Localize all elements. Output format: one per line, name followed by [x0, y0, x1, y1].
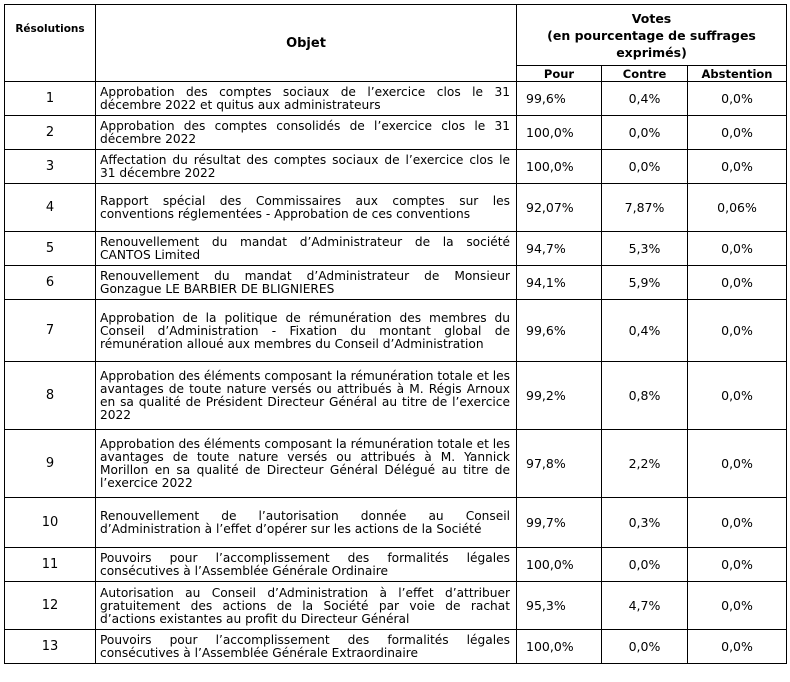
header-votes-line3: exprimés): [616, 44, 687, 60]
vote-contre: 7,87%: [602, 184, 688, 232]
resolution-object: Approbation de la politique de rémunération des membres du Conseil d’Administration - Fixation du montant global de rémunération alloué aux membres du Conseil d’Administration: [96, 300, 517, 362]
resolution-number: 6: [5, 266, 96, 300]
table-row: [5, 184, 787, 232]
vote-pour: 99,7%: [517, 498, 602, 548]
resolution-object: Approbation des comptes consolidés de l’exercice clos le 31 décembre 2022: [96, 116, 517, 150]
header-row: [5, 5, 787, 66]
header-votes-line2: (en pourcentage de suffrages: [547, 27, 756, 43]
vote-pour: 95,3%: [517, 582, 602, 630]
vote-contre: 0,0%: [602, 150, 688, 184]
header-resolutions: Résolutions: [5, 5, 96, 82]
resolution-number: 13: [5, 630, 96, 664]
vote-abstention: 0,0%: [688, 150, 787, 184]
vote-abstention: 0,0%: [688, 266, 787, 300]
vote-pour: 100,0%: [517, 630, 602, 664]
table-row: [5, 548, 787, 582]
vote-contre: 0,0%: [602, 548, 688, 582]
resolution-object: Renouvellement de l’autorisation donnée au Conseil d’Administration à l’effet d’opérer sur les actions de la Société: [96, 498, 517, 548]
vote-contre: 0,4%: [602, 300, 688, 362]
resolution-object: Approbation des comptes sociaux de l’exercice clos le 31 décembre 2022 et quitus aux administrateurs: [96, 82, 517, 116]
resolution-number: 11: [5, 548, 96, 582]
vote-contre: 0,0%: [602, 630, 688, 664]
vote-abstention: 0,0%: [688, 116, 787, 150]
resolutions-votes-table: [4, 4, 787, 664]
vote-pour: 100,0%: [517, 116, 602, 150]
vote-pour: 100,0%: [517, 548, 602, 582]
table-row: [5, 266, 787, 300]
resolution-object: Rapport spécial des Commissaires aux comptes sur les conventions réglementées - Approbation de ces conventions: [96, 184, 517, 232]
vote-contre: 0,8%: [602, 362, 688, 430]
table-row: [5, 150, 787, 184]
header-abstention: Abstention: [688, 66, 787, 82]
vote-abstention: 0,0%: [688, 430, 787, 498]
vote-pour: 99,2%: [517, 362, 602, 430]
vote-pour: 99,6%: [517, 300, 602, 362]
resolution-number: 2: [5, 116, 96, 150]
vote-pour: 100,0%: [517, 150, 602, 184]
vote-abstention: 0,0%: [688, 300, 787, 362]
resolution-number: 12: [5, 582, 96, 630]
table-row: [5, 630, 787, 664]
vote-contre: 2,2%: [602, 430, 688, 498]
resolution-number: 7: [5, 300, 96, 362]
vote-abstention: 0,0%: [688, 232, 787, 266]
resolution-object: Renouvellement du mandat d’Administrateur de Monsieur Gonzague LE BARBIER DE BLIGNIERES: [96, 266, 517, 300]
vote-abstention: 0,0%: [688, 498, 787, 548]
vote-abstention: 0,06%: [688, 184, 787, 232]
resolution-number: 1: [5, 82, 96, 116]
vote-pour: 94,7%: [517, 232, 602, 266]
table-row: [5, 498, 787, 548]
vote-abstention: 0,0%: [688, 582, 787, 630]
vote-contre: 0,3%: [602, 498, 688, 548]
resolution-number: 10: [5, 498, 96, 548]
table-row: [5, 82, 787, 116]
vote-contre: 5,3%: [602, 232, 688, 266]
resolution-object: Pouvoirs pour l’accomplissement des formalités légales consécutives à l’Assemblée Générale Ordinaire: [96, 548, 517, 582]
vote-pour: 94,1%: [517, 266, 602, 300]
vote-abstention: 0,0%: [688, 548, 787, 582]
vote-pour: 99,6%: [517, 82, 602, 116]
resolution-object: Affectation du résultat des comptes sociaux de l’exercice clos le 31 décembre 2022: [96, 150, 517, 184]
resolution-number: 3: [5, 150, 96, 184]
table-row: [5, 430, 787, 498]
vote-abstention: 0,0%: [688, 362, 787, 430]
resolution-number: 9: [5, 430, 96, 498]
header-votes-line1: Votes: [631, 10, 672, 26]
table-row: [5, 300, 787, 362]
header-objet: Objet: [96, 5, 517, 82]
vote-contre: 4,7%: [602, 582, 688, 630]
resolution-number: 8: [5, 362, 96, 430]
resolution-object: Renouvellement du mandat d’Administrateur de la société CANTOS Limited: [96, 232, 517, 266]
vote-contre: 5,9%: [602, 266, 688, 300]
resolution-object: Approbation des éléments composant la rémunération totale et les avantages de toute nature versés ou attribués à M. Régis Arnoux en sa qualité de Président Directeur Général au titre de l’exercice 2022: [96, 362, 517, 430]
table-row: [5, 582, 787, 630]
vote-pour: 92,07%: [517, 184, 602, 232]
vote-pour: 97,8%: [517, 430, 602, 498]
header-pour: Pour: [517, 66, 602, 82]
resolution-number: 5: [5, 232, 96, 266]
header-votes: [517, 5, 787, 66]
vote-abstention: 0,0%: [688, 82, 787, 116]
table-row: [5, 232, 787, 266]
resolution-object: Pouvoirs pour l’accomplissement des formalités légales consécutives à l’Assemblée Générale Extraordinaire: [96, 630, 517, 664]
resolution-number: 4: [5, 184, 96, 232]
header-contre: Contre: [602, 66, 688, 82]
votes-table-container: [4, 4, 787, 664]
resolution-object: Approbation des éléments composant la rémunération totale et les avantages de toute nature versés ou attribués à M. Yannick Morillon en sa qualité de Directeur Général Délégué au titre de l’exercice 2022: [96, 430, 517, 498]
table-row: [5, 116, 787, 150]
vote-contre: 0,4%: [602, 82, 688, 116]
vote-contre: 0,0%: [602, 116, 688, 150]
resolution-object: Autorisation au Conseil d’Administration à l’effet d’attribuer gratuitement des actions de la Société par voie de rachat d’actions existantes au profit du Directeur Général: [96, 582, 517, 630]
vote-abstention: 0,0%: [688, 630, 787, 664]
table-row: [5, 362, 787, 430]
